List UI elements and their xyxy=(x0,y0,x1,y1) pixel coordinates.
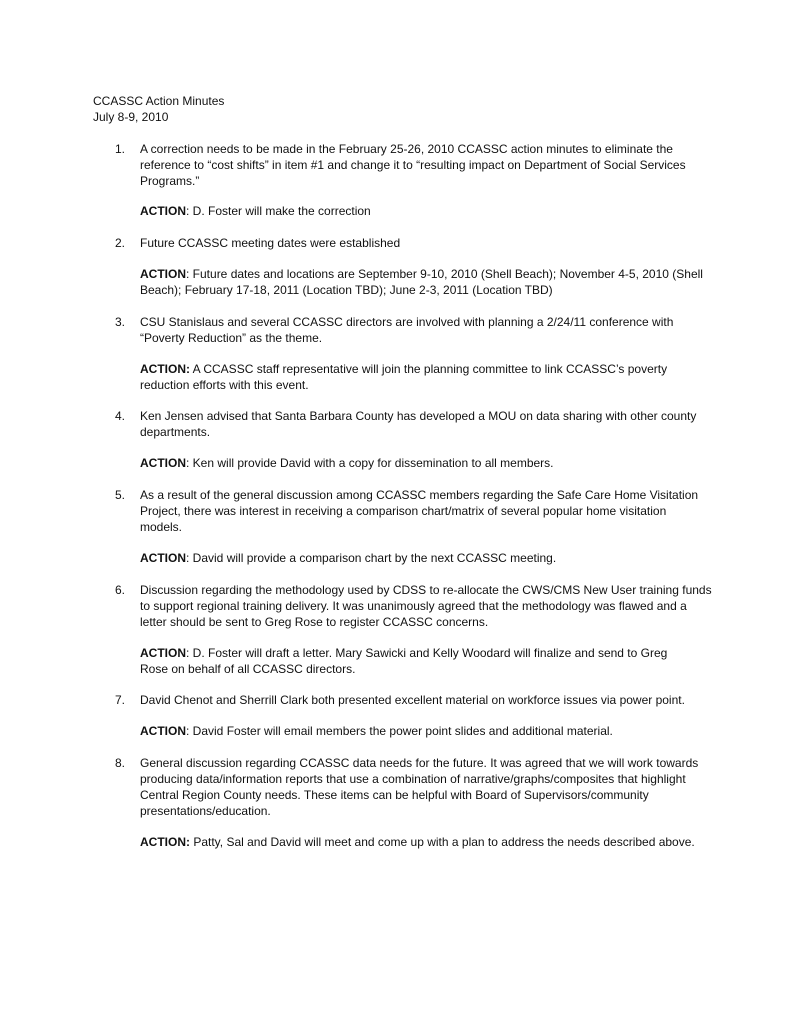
item-number: 4. xyxy=(115,409,126,423)
action-text: David Foster will email members the power point slides and additional material. xyxy=(189,724,613,738)
item-action-line xyxy=(140,723,710,739)
item-action-line xyxy=(140,661,710,677)
item-number: 2. xyxy=(115,236,126,250)
item-action xyxy=(140,723,710,739)
item-description-line: Future CCASSC meeting dates were established xyxy=(140,236,401,250)
item-number: 5. xyxy=(115,488,126,502)
action-label: ACTION: xyxy=(140,835,190,849)
item-description-line: “Poverty Reduction” as the theme. xyxy=(140,331,323,345)
item-action-line xyxy=(140,203,710,219)
action-text: David will provide a comparison chart by the next CCASSC meeting. xyxy=(189,551,557,565)
item-description xyxy=(140,141,710,189)
item-description-line: General discussion regarding CCASSC data needs for the future. It was agreed that we will work towards xyxy=(140,756,699,770)
item-description xyxy=(140,692,710,708)
item-description-line: models. xyxy=(140,520,183,534)
document-title: CCASSC Action Minutes xyxy=(93,94,225,108)
item-description-line: to support regional training delivery. It was unanimously agreed that the methodology was flawed and a xyxy=(140,599,687,613)
action-text: Rose on behalf of all CCASSC directors. xyxy=(140,662,356,676)
action-separator: : xyxy=(186,267,190,281)
item-action-line xyxy=(140,377,710,393)
item-action-line xyxy=(140,550,710,566)
item-action xyxy=(140,550,710,566)
item-action xyxy=(140,203,710,219)
action-label: ACTION xyxy=(140,551,186,565)
item-action-line xyxy=(140,645,710,661)
action-text: Beach); February 17-18, 2011 (Location TBD); June 2-3, 2011 (Location TBD) xyxy=(140,283,553,297)
item-description xyxy=(140,235,710,251)
action-label: ACTION xyxy=(140,456,186,470)
meeting-date: July 8-9, 2010 xyxy=(93,110,169,124)
item-number: 1. xyxy=(115,142,126,156)
item-description-line: letter should be sent to Greg Rose to register CCASSC concerns. xyxy=(140,615,489,629)
item-number: 3. xyxy=(115,315,126,329)
action-text: D. Foster will draft a letter. Mary Sawicki and Kelly Woodard will finalize and send to Greg xyxy=(189,646,668,660)
action-label: ACTION xyxy=(140,724,186,738)
action-text: D. Foster will make the correction xyxy=(189,204,371,218)
action-label: ACTION xyxy=(140,646,186,660)
action-text: A CCASSC staff representative will join the planning committee to link CCASSC’s poverty xyxy=(190,362,668,376)
item-description-line: Discussion regarding the methodology used by CDSS to re-allocate the CWS/CMS New User training funds xyxy=(140,583,712,597)
action-text: Patty, Sal and David will meet and come up with a plan to address the needs described above. xyxy=(190,835,695,849)
item-number: 6. xyxy=(115,583,126,597)
item-description xyxy=(140,408,710,440)
item-description-line: Programs.” xyxy=(140,174,200,188)
action-separator: : xyxy=(186,204,190,218)
item-action xyxy=(140,834,710,850)
item-description xyxy=(140,314,710,346)
item-description-line: Project, there was interest in receiving a comparison chart/matrix of several popular home visitation xyxy=(140,504,667,518)
item-action-line xyxy=(140,282,710,298)
item-description-line: Ken Jensen advised that Santa Barbara County has developed a MOU on data sharing with other county xyxy=(140,409,697,423)
item-action xyxy=(140,266,710,298)
action-label: ACTION xyxy=(140,204,186,218)
item-description-line: reference to “cost shifts” in item #1 and change it to “resulting impact on Department of Social Services xyxy=(140,158,686,172)
item-action-line xyxy=(140,834,710,850)
action-text: reduction efforts with this event. xyxy=(140,378,309,392)
item-description-line: producing data/information reports that use a combination of narrative/graphs/composites that highlight xyxy=(140,772,686,786)
action-text: Future dates and locations are September 9-10, 2010 (Shell Beach); November 4-5, 2010 (Shell xyxy=(189,267,703,281)
item-description-line: A correction needs to be made in the February 25-26, 2010 CCASSC action minutes to eliminate the xyxy=(140,142,673,156)
item-description xyxy=(140,487,710,535)
item-number: 7. xyxy=(115,693,126,707)
action-separator: : xyxy=(186,646,190,660)
action-label: ACTION xyxy=(140,267,186,281)
item-description-line: David Chenot and Sherrill Clark both presented excellent material on workforce issues via power point. xyxy=(140,693,685,707)
action-separator: : xyxy=(186,724,190,738)
item-description-line: Central Region County needs. These items can be helpful with Board of Supervisors/community xyxy=(140,788,649,802)
action-separator: : xyxy=(186,551,190,565)
item-action xyxy=(140,645,710,677)
item-action xyxy=(140,361,710,393)
action-separator: : xyxy=(186,456,190,470)
item-description-line: departments. xyxy=(140,425,211,439)
item-description xyxy=(140,755,710,819)
item-action-line xyxy=(140,455,710,471)
item-number: 8. xyxy=(115,756,126,770)
item-description-line: presentations/education. xyxy=(140,804,271,818)
item-action-line xyxy=(140,266,710,282)
item-action xyxy=(140,455,710,471)
item-description xyxy=(140,582,710,630)
item-description-line: CSU Stanislaus and several CCASSC directors are involved with planning a 2/24/11 conference with xyxy=(140,315,674,329)
item-action-line xyxy=(140,361,710,377)
item-description-line: As a result of the general discussion among CCASSC members regarding the Safe Care Home Visitation xyxy=(140,488,699,502)
document-header xyxy=(93,93,224,125)
action-label: ACTION: xyxy=(140,362,190,376)
action-text: Ken will provide David with a copy for dissemination to all members. xyxy=(189,456,554,470)
